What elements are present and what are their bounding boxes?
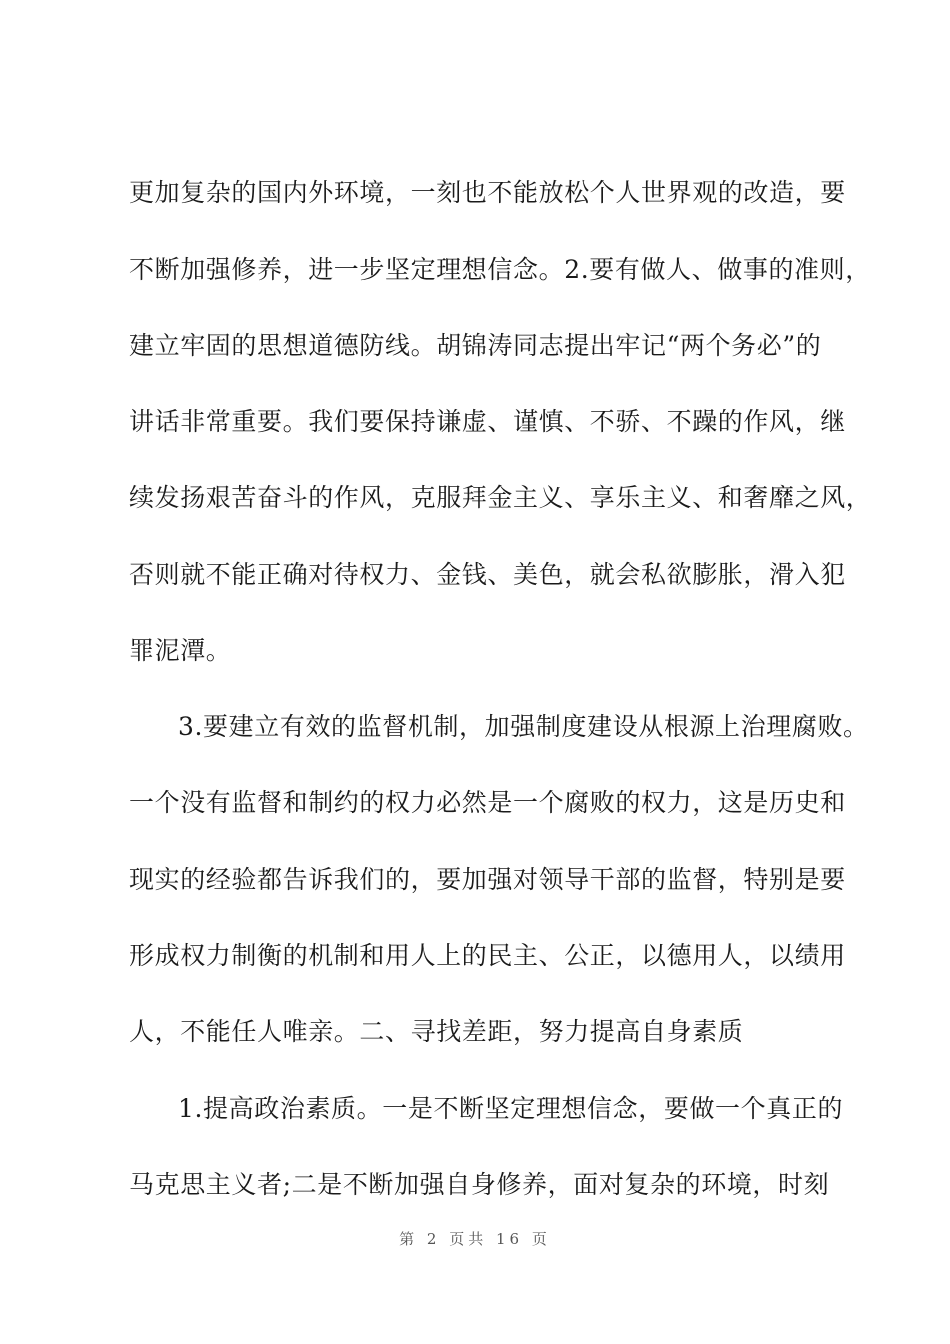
- text-line: 罪泥潭。: [129, 636, 232, 665]
- text-line: 马克思主义者;二是不断加强自身修养，面对复杂的环境，时刻: [129, 1170, 830, 1199]
- text-line: 续发扬艰苦奋斗的作风，克服拜金主义、享乐主义、和奢靡之风，: [129, 483, 872, 512]
- page-number-footer: 第 2 页共 16 页: [399, 1230, 551, 1248]
- text-line: 讲话非常重要。我们要保持谦虚、谨慎、不骄、不躁的作风，继: [129, 407, 846, 436]
- text-line: 不断加强修养，进一步坚定理想信念。2.要有做人、做事的准则，: [129, 255, 871, 284]
- text-line: 否则就不能正确对待权力、金钱、美色，就会私欲膨胀，滑入犯: [129, 560, 846, 589]
- text-line: 形成权力制衡的机制和用人上的民主、公正，以德用人，以绩用: [129, 941, 846, 970]
- paragraph-start-line: 1.提高政治素质。一是不断坚定理想信念，要做一个真正的: [178, 1094, 844, 1123]
- text-line: 一个没有监督和制约的权力必然是一个腐败的权力，这是历史和: [129, 788, 846, 817]
- paragraph-start-line: 3.要建立有效的监督机制，加强制度建设从根源上治理腐败。: [178, 712, 869, 741]
- text-line: 建立牢固的思想道德防线。胡锦涛同志提出牢记“两个务必”的: [129, 331, 822, 360]
- text-line: 人，不能任人唯亲。二、寻找差距，努力提高自身素质: [129, 1017, 744, 1046]
- text-line: 现实的经验都告诉我们的，要加强对领导干部的监督，特别是要: [129, 865, 846, 894]
- text-line: 更加复杂的国内外环境，一刻也不能放松个人世界观的改造，要: [129, 178, 846, 207]
